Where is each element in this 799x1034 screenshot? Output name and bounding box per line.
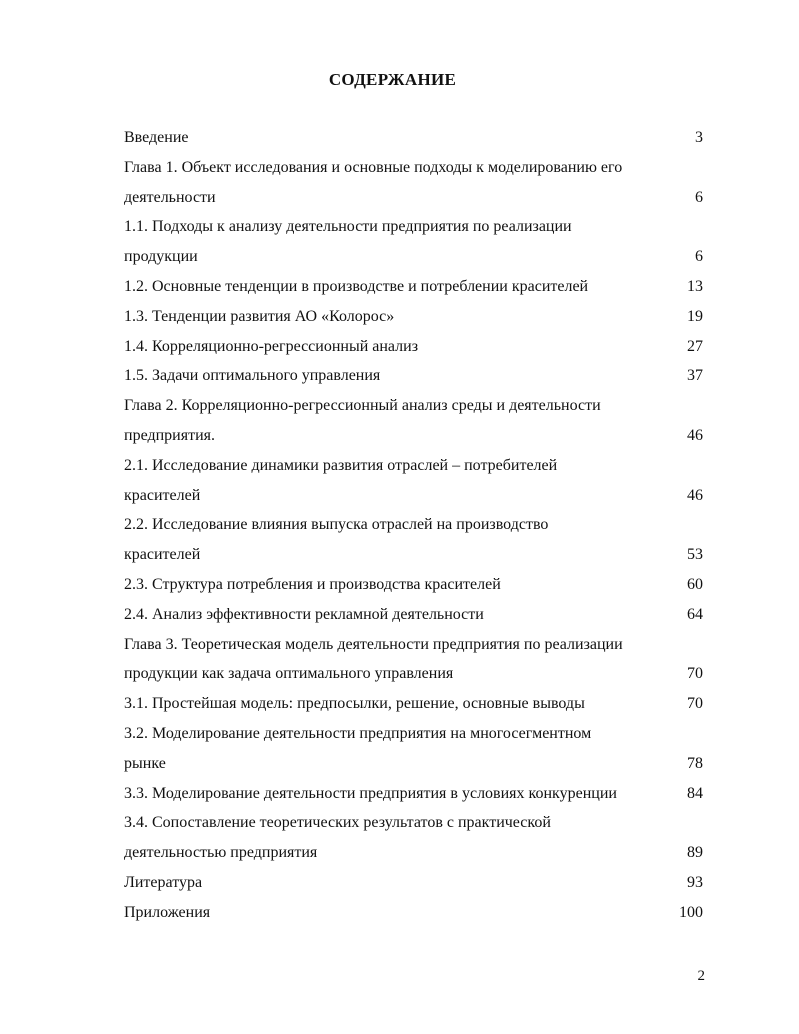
toc-page-number: 89 — [687, 844, 703, 862]
toc-entry-text: 1.3. Тенденции развития АО «Колорос» — [124, 307, 395, 325]
toc-page-number: 93 — [687, 874, 703, 891]
toc-page-number: 6 — [695, 248, 703, 266]
toc-entry-text: Литература — [124, 874, 203, 891]
toc-entry-text: рынке — [124, 754, 166, 772]
toc-entry-text: продукции — [124, 248, 198, 266]
toc-entry-text: Приложения — [124, 903, 211, 921]
toc-page-number: 13 — [687, 278, 703, 295]
toc-page-number: 53 — [687, 546, 703, 564]
toc-page-number: 46 — [687, 427, 703, 444]
toc-entry-text: красителей — [124, 486, 201, 504]
toc-entry-text: 2.4. Анализ эффективности рекламной деятельности — [124, 605, 484, 623]
toc-page-number: 78 — [687, 754, 703, 772]
toc-page-number: 27 — [687, 337, 703, 355]
toc-page-number: 64 — [687, 605, 703, 623]
toc-entry-text: продукции как задача оптимального управления — [124, 665, 454, 683]
toc-entry-text: 1.1. Подходы к анализу деятельности предприятия по реализации — [124, 218, 572, 236]
toc-entry-text: деятельностью предприятия — [124, 844, 318, 862]
page-number: 2 — [697, 968, 705, 984]
toc-page-number: 100 — [679, 903, 703, 921]
toc-page-number: 84 — [687, 784, 703, 802]
toc-page-number: 3 — [695, 129, 703, 146]
toc-entry-text: 2.3. Структура потребления и производства красителей — [124, 576, 501, 593]
toc-entry-text: 3.1. Простейшая модель: предпосылки, решение, основные выводы — [124, 695, 585, 713]
toc-entry-text: Глава 3. Теоретическая модель деятельности предприятия по реализации — [124, 635, 623, 653]
toc-page-number: 46 — [687, 486, 703, 504]
toc-entry-text: Введение — [124, 129, 189, 146]
toc-entry-text: 1.5. Задачи оптимального управления — [124, 367, 381, 385]
toc-page-number: 37 — [687, 367, 703, 385]
toc-entry-text: красителей — [124, 546, 201, 564]
toc-entry-text: 3.4. Сопоставление теоретических результатов с практической — [124, 814, 551, 832]
toc-entry-text: предприятия. — [124, 427, 215, 444]
toc-entry-text: деятельности — [124, 188, 216, 206]
toc-entry-text: Глава 1. Объект исследования и основные подходы к моделированию его — [124, 158, 623, 176]
page-title: СОДЕРЖАНИЕ — [328, 70, 457, 89]
toc-page-number: 70 — [687, 695, 703, 713]
toc-page-number: 60 — [687, 576, 703, 593]
toc-entry-text: 3.2. Моделирование деятельности предприятия на многосегментном — [124, 725, 592, 742]
toc-entry-text: 2.2. Исследование влияния выпуска отраслей на производство — [124, 516, 549, 534]
toc-page-number: 19 — [687, 307, 703, 325]
toc-entry-text: 1.2. Основные тенденции в производстве и потреблении красителей — [124, 278, 589, 295]
toc-entry-text: Глава 2. Корреляционно-регрессионный анализ среды и деятельности — [124, 397, 601, 415]
toc-entry-text: 2.1. Исследование динамики развития отраслей – потребителей — [124, 456, 558, 474]
toc-entry-text: 3.3. Моделирование деятельности предприятия в условиях конкуренции — [124, 784, 617, 802]
toc-entry-text: 1.4. Корреляционно-регрессионный анализ — [124, 337, 419, 355]
toc-page-number: 70 — [687, 665, 703, 683]
toc-page-number: 6 — [695, 188, 703, 206]
